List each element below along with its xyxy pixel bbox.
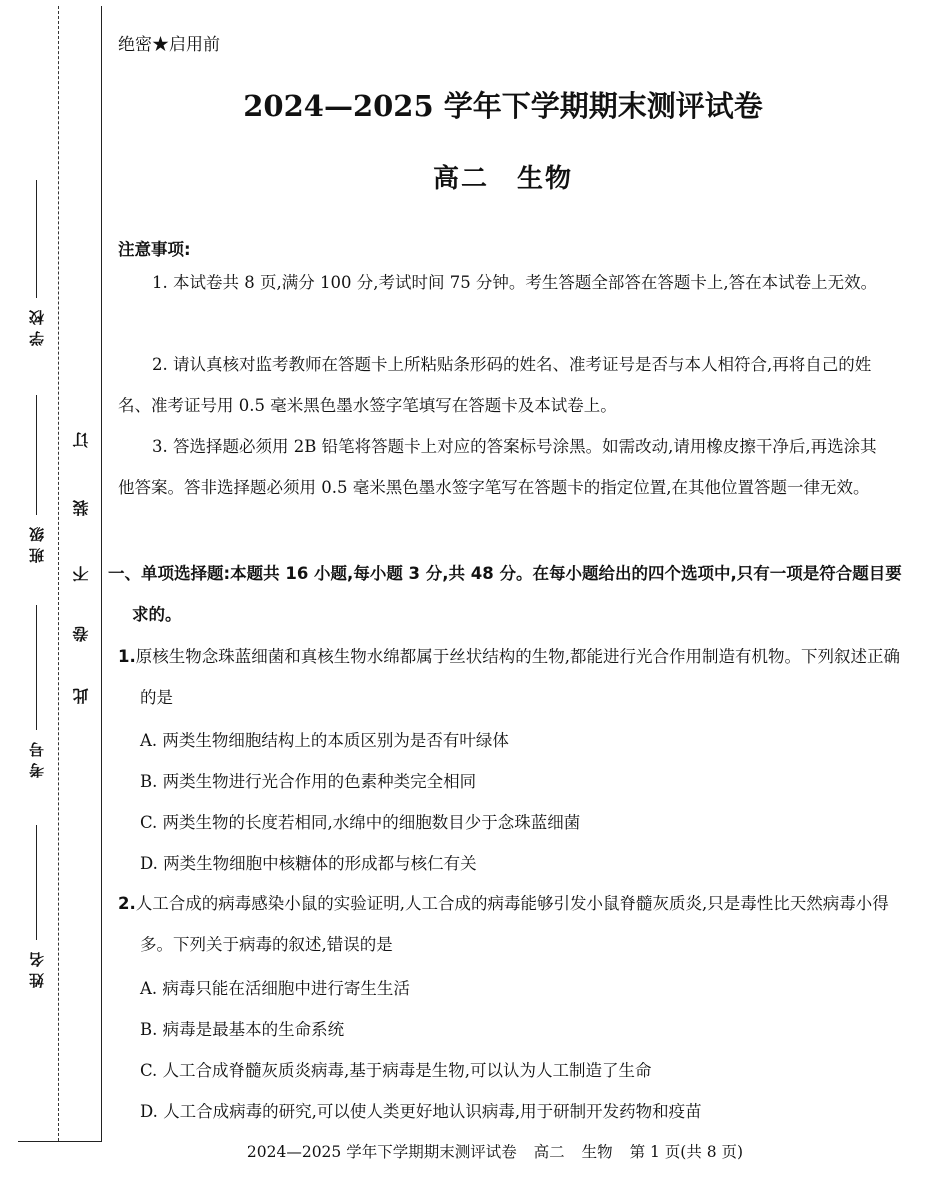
exam-subtitle: 高二 生物 [432, 164, 573, 194]
school-label: 学校 [27, 304, 46, 346]
exam-title: 2024—2025 学年下学期期末测评试卷 [243, 89, 763, 123]
school-field [16, 180, 56, 346]
option-d: D. 两类生物细胞中核糖体的形成都与核仁有关 [140, 854, 477, 873]
question-number: 1. [118, 647, 136, 666]
seal-char: 订 [72, 432, 91, 448]
notice-item: 2. 请认真核对监考教师在答题卡上所粘贴条形码的姓名、准考证号是否与本人相符合,再将自己的姓名、准考证号用 0.5 毫米黑色墨水签字笔填写在答题卡及本试卷上。 [118, 355, 872, 415]
option-a: A. 两类生物细胞结构上的本质区别为是否有叶绿体 [140, 731, 509, 750]
cut-dashed-line [58, 6, 59, 1141]
name-blank [36, 825, 37, 940]
seal-char: 装 [72, 500, 91, 516]
seal-char: 卷 [72, 626, 91, 642]
footer-grade: 高二 [533, 1143, 565, 1161]
option-d: D. 人工合成病毒的研究,可以使人类更好地认识病毒,用于研制开发药物和疫苗 [140, 1102, 702, 1121]
notice-item: 1. 本试卷共 8 页,满分 100 分,考试时间 75 分钟。考生答题全部答在答题卡上,答在本试卷上无效。 [152, 273, 878, 292]
exam-no-label: 考号 [27, 736, 46, 778]
school-blank [36, 180, 37, 298]
question-1 [118, 636, 905, 718]
name-field [16, 825, 56, 988]
notice-heading: 注意事项: [118, 240, 191, 259]
option-a: A. 病毒只能在活细胞中进行寄生生活 [140, 979, 410, 998]
class-field [16, 395, 56, 563]
section-heading: 一、单项选择题:本题共 16 小题,每小题 3 分,共 48 分。在每小题给出的四个选项中,只有一项是符合题目要求的。 [108, 564, 902, 624]
question-number: 2. [118, 894, 136, 913]
question-stem: 人工合成的病毒感染小鼠的实验证明,人工合成的病毒能够引发小鼠脊髓灰质炎,只是毒性比天然病毒小得多。下列关于病毒的叙述,错误的是 [135, 894, 889, 954]
name-label: 姓名 [27, 946, 46, 988]
question-2 [118, 883, 905, 965]
exam-no-blank [36, 605, 37, 730]
margin-solid-line [101, 6, 102, 1141]
option-c: C. 人工合成脊髓灰质炎病毒,基于病毒是生物,可以认为人工制造了生命 [140, 1061, 652, 1080]
page-footer [0, 1140, 950, 1162]
footer-subject: 生物 [581, 1143, 613, 1161]
footer-page-number: 第 1 页(共 8 页) [629, 1143, 744, 1161]
option-b: B. 病毒是最基本的生命系统 [140, 1020, 345, 1039]
class-blank [36, 395, 37, 515]
question-stem: 原核生物念珠蓝细菌和真核生物水绵都属于丝状结构的生物,都能进行光合作用制造有机物。下列叙述正确的是 [135, 647, 900, 707]
option-c: C. 两类生物的长度若相同,水绵中的细胞数目少于念珠蓝细菌 [140, 813, 581, 832]
notice-item: 3. 答选择题必须用 2B 铅笔将答题卡上对应的答案标号涂黑。如需改动,请用橡皮擦干净后,再选涂其他答案。答非选择题必须用 0.5 毫米黑色墨水签字笔写在答题卡的指定位置,在其他位置答题一律无效。 [118, 437, 877, 497]
binding-margin [0, 0, 110, 1183]
secret-mark: 绝密★启用前 [118, 35, 220, 55]
exam-no-field [16, 605, 56, 778]
seal-char: 不 [72, 566, 91, 582]
footer-exam: 2024—2025 学年下学期期末测评试卷 [246, 1143, 517, 1161]
class-label: 班级 [27, 521, 46, 563]
seal-char: 此 [72, 688, 91, 704]
option-b: B. 两类生物进行光合作用的色素种类完全相同 [140, 772, 477, 791]
